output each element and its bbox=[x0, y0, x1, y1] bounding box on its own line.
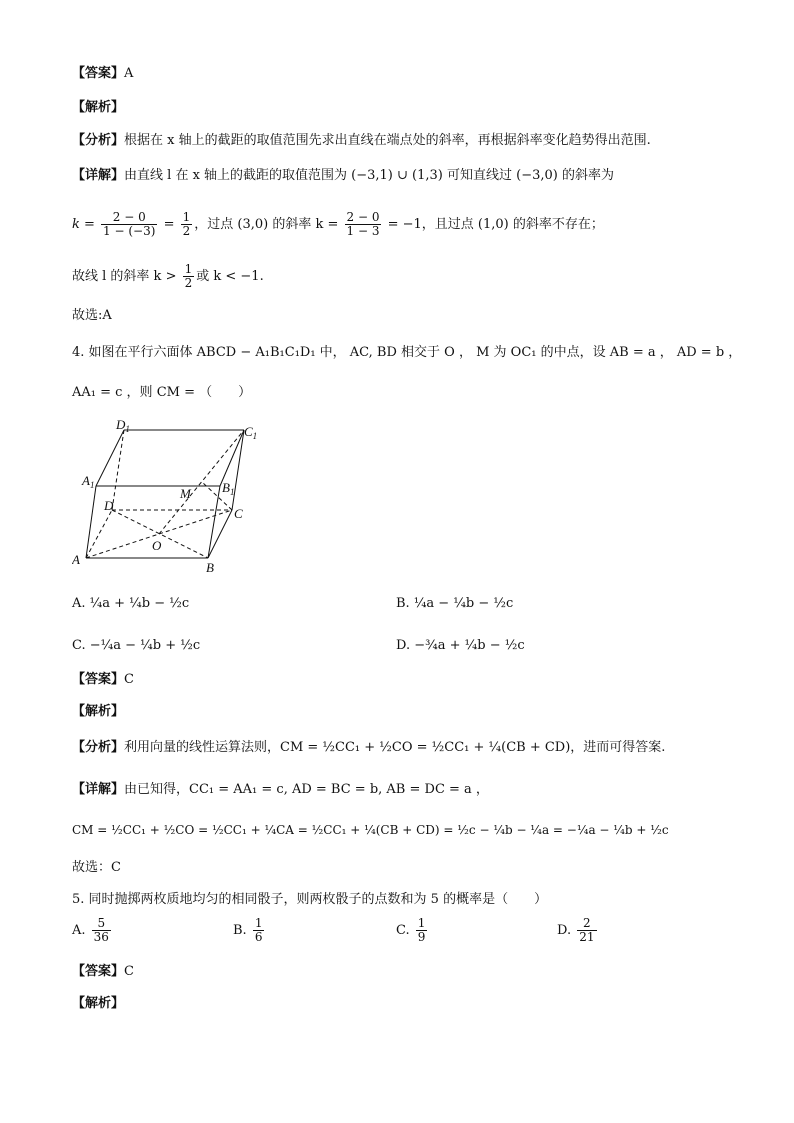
option-fraction: $\frac{1}{6}$ bbox=[254, 916, 263, 944]
fraction-half: $\frac{1}{2}$ bbox=[184, 262, 193, 290]
q3-slope-line bbox=[72, 210, 604, 240]
concl-pre: 故线 l 的斜率 k > bbox=[72, 269, 177, 284]
label-c: C bbox=[234, 506, 243, 521]
label-a1: $A_1$ bbox=[82, 473, 95, 490]
edge-c1b1 bbox=[220, 430, 244, 486]
fenxi-tag: 【分析】 bbox=[72, 133, 125, 148]
xiangjie-text: 由已知得，CC₁ = AA₁ = c, AD = BC = b, AB = DC = a ， bbox=[124, 782, 489, 797]
answer-value: C bbox=[124, 964, 134, 979]
fraction-1: $\frac{2 - 0}{1 - (-3)}$ bbox=[103, 210, 156, 238]
option-fraction: $\frac{1}{9}$ bbox=[417, 916, 426, 944]
parallelepiped-figure bbox=[72, 418, 262, 578]
q4-stem-2 bbox=[72, 385, 251, 401]
derivation-text: CM = ½CC₁ + ½CO = ½CC₁ + ¼CA = ½CC₁ + ¼(CB + CD) = ½c − ¼b − ¼a = −¼a − ¼b + ½c bbox=[72, 823, 669, 837]
option-label: B. bbox=[396, 596, 410, 611]
q5-stem bbox=[72, 892, 547, 908]
fraction-3: $\frac{2 - 0}{1 - 3}$ bbox=[346, 210, 380, 238]
xiangjie-tag: 【详解】 bbox=[72, 168, 125, 183]
jiexi-tag: 【解析】 bbox=[72, 996, 125, 1011]
q3-jiexi-line bbox=[72, 100, 124, 116]
q3-fenxi-line bbox=[72, 133, 651, 149]
q4-option-d[interactable] bbox=[396, 638, 525, 653]
fraction-2: $\frac{1}{2}$ bbox=[182, 210, 191, 238]
answer-tag: 【答案】 bbox=[72, 66, 125, 81]
q4-option-c[interactable] bbox=[72, 638, 200, 653]
option-label: A. bbox=[72, 596, 86, 611]
q4-fenxi-line bbox=[72, 740, 665, 756]
fenxi-text: 根据在 x 轴上的截距的取值范围先求出直线在端点处的斜率，再根据斜率变化趋势得出范围. bbox=[124, 133, 651, 148]
label-c1: $C_1$ bbox=[244, 424, 258, 441]
jiexi-tag: 【解析】 bbox=[72, 100, 125, 115]
label-o: O bbox=[152, 538, 162, 553]
q3-answer-line bbox=[72, 66, 133, 82]
q4-option-a[interactable] bbox=[72, 596, 189, 611]
concl-post: 或 k < −1. bbox=[196, 269, 264, 284]
guxuan-text: 故选：C bbox=[72, 860, 121, 875]
label-a: A bbox=[72, 552, 80, 567]
q4-derivation bbox=[72, 822, 669, 838]
xiangjie-tag: 【详解】 bbox=[72, 782, 125, 797]
option-label: D. bbox=[396, 638, 411, 653]
option-expr: ¼a − ¼b − ½c bbox=[413, 596, 514, 611]
label-b1: $B_1$ bbox=[222, 480, 235, 497]
q4-option-b[interactable] bbox=[396, 596, 513, 611]
k-label: k = bbox=[72, 217, 95, 232]
q3-xiangjie-line bbox=[72, 168, 614, 184]
answer-value: C bbox=[124, 672, 134, 687]
equals: = bbox=[163, 217, 175, 232]
option-label: A. bbox=[72, 923, 86, 938]
label-d: D bbox=[104, 498, 114, 513]
answer-tag: 【答案】 bbox=[72, 964, 125, 979]
q5-jiexi-line bbox=[72, 996, 124, 1012]
xiangjie-text: 由直线 l 在 x 轴上的截距的取值范围为 (−3,1) ∪ (1,3) 可知直线过 (−3,0) 的斜率为 bbox=[124, 168, 614, 183]
edge-b1b bbox=[208, 486, 220, 558]
q5-stem-text: 5. 同时抛掷两枚质地均匀的相同骰子，则两枚骰子的点数和为 5 的概率是（ ） bbox=[72, 892, 548, 907]
fenxi-tag: 【分析】 bbox=[72, 740, 125, 755]
label-m: M bbox=[180, 486, 191, 501]
option-expr: −¼a − ¼b + ½c bbox=[89, 638, 201, 653]
q5-answer-line bbox=[72, 964, 134, 980]
q4-stem-text-1: 4. 如图在平行六面体 ABCD − A₁B₁C₁D₁ 中， AC, BD 相交于 O ， M 为 OC₁ 的中点，设 AB = a ， AD = b ， bbox=[72, 345, 742, 360]
guxuan-text: 故选:A bbox=[72, 308, 112, 323]
q4-answer-line bbox=[72, 672, 134, 688]
q5-option-a[interactable] bbox=[72, 916, 113, 946]
q3-conclusion bbox=[72, 262, 264, 292]
q3-guxuan bbox=[72, 308, 112, 324]
q4-xiangjie-line bbox=[72, 782, 489, 798]
fenxi-text: 利用向量的线性运算法则，CM = ½CC₁ + ½CO = ½CC₁ + ¼(CB + CD)，进而可得答案. bbox=[124, 740, 666, 755]
tail-text: = −1，且过点 (1,0) 的斜率不存在； bbox=[387, 217, 604, 232]
option-fraction: $\frac{2}{21}$ bbox=[579, 916, 595, 944]
mid-text: ，过点 (3,0) 的斜率 k = bbox=[194, 217, 339, 232]
q4-guxuan bbox=[72, 860, 121, 876]
label-b: B bbox=[206, 560, 214, 575]
option-fraction: $\frac{5}{36}$ bbox=[93, 916, 109, 944]
option-label: D. bbox=[557, 923, 572, 938]
q4-stem-1 bbox=[72, 345, 741, 361]
option-label: C. bbox=[72, 638, 86, 653]
label-d1: $D_1$ bbox=[116, 418, 130, 434]
edge-a1a bbox=[86, 486, 96, 558]
seg-oc1 bbox=[159, 430, 244, 534]
q5-option-b[interactable] bbox=[233, 916, 266, 946]
answer-value: A bbox=[124, 66, 134, 81]
answer-tag: 【答案】 bbox=[72, 672, 125, 687]
q5-option-d[interactable] bbox=[557, 916, 599, 946]
q5-option-c[interactable] bbox=[396, 916, 429, 946]
option-expr: −¾a + ¼b − ½c bbox=[414, 638, 525, 653]
edge-c1c bbox=[232, 430, 244, 510]
option-label: C. bbox=[396, 923, 410, 938]
jiexi-tag: 【解析】 bbox=[72, 704, 125, 719]
option-label: B. bbox=[233, 923, 247, 938]
q4-stem-text-2: AA₁ = c ，则 CM = （ ） bbox=[72, 385, 252, 400]
q4-jiexi-line bbox=[72, 704, 124, 720]
option-expr: ¼a + ¼b − ½c bbox=[89, 596, 190, 611]
